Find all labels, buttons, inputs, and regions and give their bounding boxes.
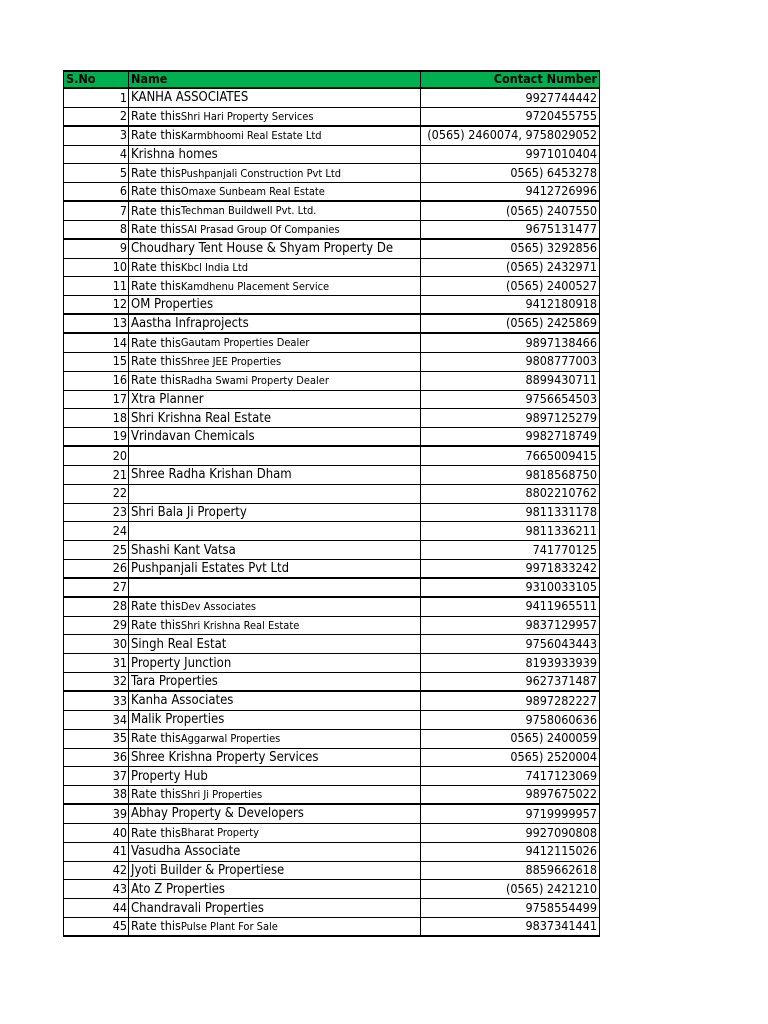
- row-name: [128, 466, 420, 484]
- name-text: Vrindavan Chemicals: [131, 429, 255, 445]
- row-contact-number: 9927744442: [420, 89, 600, 107]
- row-name: [128, 259, 420, 277]
- row-sno: 14: [63, 334, 128, 352]
- table-row: [63, 843, 600, 862]
- table-row: [63, 353, 600, 372]
- row-contact-number: 741770125: [420, 541, 600, 559]
- row-sno: 7: [63, 202, 128, 220]
- name-text: Aggarwal Properties: [180, 732, 281, 746]
- rate-this-prefix: Rate this: [131, 786, 181, 802]
- row-name: [128, 579, 420, 596]
- row-contact-number: 0565) 6453278: [420, 164, 600, 182]
- name-text: Shri Ji Properties: [180, 788, 263, 802]
- row-sno: 12: [63, 296, 128, 313]
- row-contact-number: 9837341441: [420, 918, 600, 935]
- row-name: [128, 749, 420, 767]
- row-contact-number: 9971010404: [420, 146, 600, 164]
- row-contact-number: 9310033105: [420, 579, 600, 596]
- row-sno: 41: [63, 843, 128, 861]
- table-row: [63, 428, 600, 447]
- row-name: [128, 786, 420, 803]
- table-row: [63, 127, 600, 146]
- row-contact-number: 8899430711: [420, 372, 600, 390]
- rate-this-prefix: Rate this: [131, 221, 181, 237]
- table-row: [63, 221, 600, 240]
- row-contact-number: 9811336211: [420, 522, 600, 540]
- name-text: Malik Properties: [131, 712, 225, 728]
- name-text: Pushpanjali Estates Pvt Ltd: [131, 561, 289, 577]
- table-row: [63, 824, 600, 843]
- name-text: Shri Hari Property Services: [180, 109, 314, 123]
- row-contact-number: 9412115026: [420, 843, 600, 861]
- row-contact-number: 9756654503: [420, 391, 600, 409]
- name-text: Kbcl India Ltd: [180, 261, 249, 275]
- name-text: Property Junction: [131, 655, 232, 671]
- table-body: [63, 89, 600, 937]
- row-name: [128, 730, 420, 748]
- table-row: [63, 522, 600, 541]
- table-row: [63, 767, 600, 786]
- row-contact-number: 9411965511: [420, 598, 600, 616]
- row-contact-number: 9627371487: [420, 673, 600, 690]
- table-row: [63, 277, 600, 296]
- table-row: [63, 654, 600, 673]
- name-text: Property Hub: [131, 768, 208, 784]
- row-sno: 39: [63, 805, 128, 823]
- row-contact-number: 9758554499: [420, 899, 600, 917]
- row-name: [128, 108, 420, 125]
- table-row: [63, 202, 600, 221]
- row-name: [128, 164, 420, 182]
- row-contact-number: 9808777003: [420, 353, 600, 371]
- rate-this-prefix: Rate this: [131, 127, 181, 143]
- name-text: Pushpanjali Construction Pvt Ltd: [180, 166, 342, 180]
- rate-this-prefix: Rate this: [131, 165, 181, 181]
- name-text: Shashi Kant Vatsa: [131, 542, 236, 558]
- rate-this-prefix: Rate this: [131, 259, 181, 275]
- name-text: Shri Krishna Real Estate: [131, 410, 272, 426]
- row-sno: 44: [63, 899, 128, 917]
- row-sno: 24: [63, 522, 128, 540]
- table-row: [63, 692, 600, 711]
- row-contact-number: 9897125279: [420, 409, 600, 427]
- table-row: [63, 447, 600, 466]
- row-contact-number: 9818568750: [420, 466, 600, 484]
- name-text: Aastha Infraprojects: [131, 316, 249, 332]
- rate-this-prefix: Rate this: [131, 183, 181, 199]
- table-row: [63, 730, 600, 749]
- row-name: [128, 635, 420, 653]
- rate-this-prefix: Rate this: [131, 278, 181, 294]
- row-sno: 25: [63, 541, 128, 559]
- table-row: [63, 862, 600, 881]
- table-row: [63, 315, 600, 334]
- name-text: Xtra Planner: [131, 391, 204, 407]
- table-row: [63, 240, 600, 259]
- row-name: [128, 767, 420, 785]
- row-sno: 26: [63, 560, 128, 577]
- name-text: Abhay Property & Developers: [131, 806, 304, 822]
- row-name: [128, 428, 420, 445]
- row-sno: 11: [63, 277, 128, 295]
- row-sno: 30: [63, 635, 128, 653]
- row-contact-number: 9971833242: [420, 560, 600, 577]
- row-name: [128, 447, 420, 465]
- name-text: Pulse Plant For Sale: [180, 920, 278, 934]
- name-text: Kanha Associates: [131, 693, 234, 709]
- row-name: [128, 240, 420, 258]
- row-name: [128, 522, 420, 540]
- row-name: [128, 391, 420, 409]
- table-row: [63, 183, 600, 202]
- row-contact-number: (0565) 2432971: [420, 259, 600, 277]
- name-text: Karmbhoomi Real Estate Ltd: [180, 129, 322, 143]
- row-sno: 22: [63, 485, 128, 503]
- table-row: [63, 146, 600, 165]
- name-text: Shree Krishna Property Services: [131, 749, 319, 765]
- rate-this-prefix: Rate this: [131, 202, 181, 218]
- row-contact-number: 9758060636: [420, 711, 600, 729]
- row-sno: 23: [63, 504, 128, 522]
- row-sno: 33: [63, 692, 128, 710]
- name-text: Jyoti Builder & Propertiese: [131, 863, 285, 879]
- name-text: SAI Prasad Group Of Companies: [180, 222, 340, 236]
- row-contact-number: 9897138466: [420, 334, 600, 352]
- table-row: [63, 786, 600, 805]
- row-contact-number: (0565) 2407550: [420, 202, 600, 220]
- rate-this-prefix: Rate this: [131, 334, 181, 350]
- row-name: [128, 560, 420, 577]
- row-sno: 6: [63, 183, 128, 200]
- row-name: [128, 692, 420, 710]
- table-row: [63, 108, 600, 127]
- row-name: [128, 899, 420, 917]
- row-contact-number: 0565) 3292856: [420, 240, 600, 258]
- row-contact-number: 8859662618: [420, 862, 600, 880]
- row-sno: 21: [63, 466, 128, 484]
- table-row: [63, 296, 600, 315]
- row-name: [128, 862, 420, 880]
- row-sno: 10: [63, 259, 128, 277]
- row-name: [128, 598, 420, 616]
- name-text: KANHA ASSOCIATES: [131, 90, 249, 106]
- row-name: [128, 824, 420, 842]
- row-contact-number: 9412180918: [420, 296, 600, 313]
- row-sno: 2: [63, 108, 128, 125]
- rate-this-prefix: Rate this: [131, 824, 181, 840]
- table-row: [63, 485, 600, 504]
- row-sno: 36: [63, 749, 128, 767]
- row-sno: 9: [63, 240, 128, 258]
- row-contact-number: 9756043443: [420, 635, 600, 653]
- table-row: [63, 391, 600, 410]
- row-name: [128, 673, 420, 690]
- header-contact-number: Contact Number: [420, 72, 600, 87]
- row-name: [128, 315, 420, 332]
- row-sno: 42: [63, 862, 128, 880]
- table-row: [63, 880, 600, 899]
- rate-this-prefix: Rate this: [131, 108, 181, 124]
- row-name: [128, 296, 420, 313]
- row-name: [128, 805, 420, 823]
- rate-this-prefix: Rate this: [131, 617, 181, 633]
- name-text: Shri Bala Ji Property: [131, 504, 247, 520]
- row-contact-number: 9719999957: [420, 805, 600, 823]
- table-row: [63, 89, 600, 108]
- header-name: Name: [128, 72, 420, 87]
- row-sno: 34: [63, 711, 128, 729]
- row-contact-number: 9720455755: [420, 108, 600, 125]
- table-row: [63, 918, 600, 937]
- row-name: [128, 918, 420, 935]
- row-name: [128, 372, 420, 390]
- table-row: [63, 805, 600, 824]
- row-sno: 32: [63, 673, 128, 690]
- rate-this-prefix: Rate this: [131, 730, 181, 746]
- name-text: Omaxe Sunbeam Real Estate: [180, 185, 325, 199]
- rate-this-prefix: Rate this: [131, 372, 181, 388]
- row-contact-number: 9811331178: [420, 504, 600, 522]
- table-row: [63, 598, 600, 617]
- name-text: Shree JEE Properties: [180, 355, 282, 369]
- row-contact-number: 0565) 2520004: [420, 749, 600, 767]
- row-name: [128, 353, 420, 371]
- name-text: Dev Associates: [180, 600, 257, 614]
- row-sno: 8: [63, 221, 128, 238]
- row-sno: 15: [63, 353, 128, 371]
- row-name: [128, 541, 420, 559]
- row-contact-number: (0565) 2400527: [420, 277, 600, 295]
- name-text: Tara Properties: [131, 674, 218, 690]
- row-sno: 16: [63, 372, 128, 390]
- rate-this-prefix: Rate this: [131, 353, 181, 369]
- row-sno: 27: [63, 579, 128, 596]
- table-row: [63, 711, 600, 730]
- row-sno: 4: [63, 146, 128, 164]
- name-text: Ato Z Properties: [131, 881, 225, 897]
- row-sno: 40: [63, 824, 128, 842]
- row-contact-number: 9897282227: [420, 692, 600, 710]
- name-text: Krishna homes: [131, 146, 218, 162]
- table-header-row: [63, 70, 600, 89]
- row-name: [128, 880, 420, 898]
- row-sno: 45: [63, 918, 128, 935]
- row-contact-number: 8802210762: [420, 485, 600, 503]
- row-contact-number: 8193933939: [420, 654, 600, 672]
- table-row: [63, 579, 600, 598]
- row-sno: 38: [63, 786, 128, 803]
- name-text: Techman Buildwell Pvt. Ltd.: [180, 204, 317, 218]
- row-name: [128, 617, 420, 635]
- row-name: [128, 202, 420, 220]
- row-name: [128, 504, 420, 522]
- row-name: [128, 711, 420, 729]
- name-text: Vasudha Associate: [131, 844, 241, 860]
- row-sno: 37: [63, 767, 128, 785]
- row-contact-number: 9927090808: [420, 824, 600, 842]
- table-row: [63, 259, 600, 278]
- name-text: Chandravali Properties: [131, 900, 264, 916]
- row-name: [128, 146, 420, 164]
- row-sno: 5: [63, 164, 128, 182]
- row-contact-number: 9837129957: [420, 617, 600, 635]
- row-name: [128, 334, 420, 352]
- row-name: [128, 843, 420, 861]
- row-sno: 43: [63, 880, 128, 898]
- row-name: [128, 183, 420, 200]
- contact-table: [63, 70, 600, 937]
- row-sno: 35: [63, 730, 128, 748]
- row-contact-number: (0565) 2460074, 9758029052: [420, 127, 600, 145]
- row-sno: 19: [63, 428, 128, 445]
- row-contact-number: 7417123069: [420, 767, 600, 785]
- name-text: Singh Real Estat: [131, 636, 227, 652]
- row-contact-number: 9412726996: [420, 183, 600, 200]
- row-contact-number: 9675131477: [420, 221, 600, 238]
- row-contact-number: 9982718749: [420, 428, 600, 445]
- rate-this-prefix: Rate this: [131, 598, 181, 614]
- row-contact-number: 9897675022: [420, 786, 600, 803]
- row-sno: 1: [63, 89, 128, 107]
- name-text: Choudhary Tent House & Shyam Property De: [131, 241, 394, 257]
- table-row: [63, 504, 600, 523]
- table-row: [63, 635, 600, 654]
- name-text: Kamdhenu Placement Service: [180, 279, 330, 293]
- row-contact-number: (0565) 2425869: [420, 315, 600, 332]
- name-text: OM Properties: [131, 297, 214, 313]
- row-sno: 29: [63, 617, 128, 635]
- table-row: [63, 617, 600, 636]
- name-text: Radha Swami Property Dealer: [180, 374, 329, 388]
- row-sno: 17: [63, 391, 128, 409]
- table-row: [63, 164, 600, 183]
- name-text: Gautam Properties Dealer: [180, 336, 310, 350]
- row-sno: 20: [63, 447, 128, 465]
- row-contact-number: 7665009415: [420, 447, 600, 465]
- row-sno: 31: [63, 654, 128, 672]
- row-name: [128, 485, 420, 503]
- row-name: [128, 89, 420, 107]
- table-row: [63, 334, 600, 353]
- name-text: Shri Krishna Real Estate: [180, 619, 300, 633]
- table-row: [63, 749, 600, 768]
- row-sno: 28: [63, 598, 128, 616]
- header-sno: S.No: [63, 72, 128, 87]
- row-name: [128, 654, 420, 672]
- table-row: [63, 372, 600, 391]
- row-name: [128, 277, 420, 295]
- row-contact-number: 0565) 2400059: [420, 730, 600, 748]
- table-row: [63, 560, 600, 579]
- table-row: [63, 673, 600, 692]
- row-name: [128, 127, 420, 145]
- row-name: [128, 409, 420, 427]
- row-sno: 3: [63, 127, 128, 145]
- table-row: [63, 409, 600, 428]
- table-row: [63, 541, 600, 560]
- table-row: [63, 466, 600, 485]
- table-row: [63, 899, 600, 918]
- rate-this-prefix: Rate this: [131, 918, 181, 934]
- name-text: Bharat Property: [180, 826, 259, 840]
- row-sno: 18: [63, 409, 128, 427]
- row-name: [128, 221, 420, 238]
- name-text: Shree Radha Krishan Dham: [131, 467, 292, 483]
- row-sno: 13: [63, 315, 128, 332]
- row-contact-number: (0565) 2421210: [420, 880, 600, 898]
